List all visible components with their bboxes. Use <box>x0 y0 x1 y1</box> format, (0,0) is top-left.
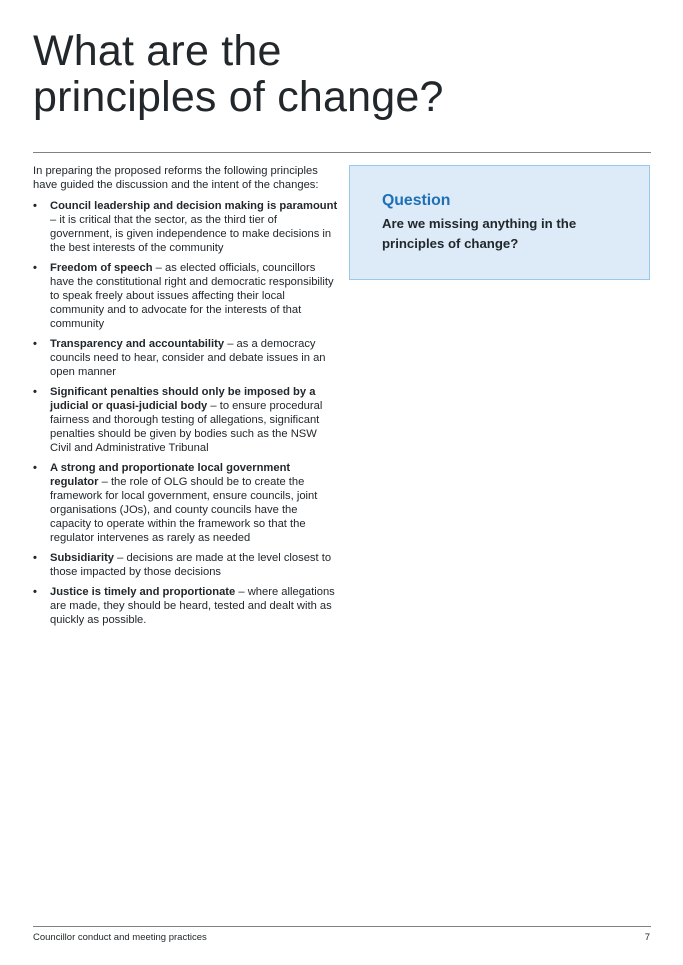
principle-title: A strong and proportionate local government regulator <box>50 462 291 488</box>
principle-description: – as a democracy councils need to hear, consider and debate issues in an open manner <box>50 338 326 378</box>
bullet-icon: • <box>33 338 37 350</box>
principle-local-government-regulator <box>33 461 338 545</box>
intro-paragraph: In preparing the proposed reforms the following principles have guided the discussion and the intent of the changes: <box>33 165 319 191</box>
principles-section <box>33 164 338 633</box>
principle-title: Transparency and accountability <box>50 338 225 350</box>
principle-description: – it is critical that the sector, as the third tier of government, is given independence to make decisions in the best interests of the community <box>50 214 332 254</box>
principle-title: Freedom of speech <box>50 262 153 274</box>
principle-description: – to ensure procedural fairness and thorough testing of allegations, significant penalties should be given by bodies such as the NSW Civil and Administrative Tribunal <box>50 400 323 454</box>
bullet-icon: • <box>33 462 37 474</box>
principle-transparency-accountability <box>33 337 338 379</box>
principle-title: Subsidiarity <box>50 552 115 564</box>
principle-description: – decisions are made at the level closest to those impacted by those decisions <box>50 552 332 578</box>
principle-subsidiarity <box>33 551 338 579</box>
question-heading: Question <box>382 192 451 209</box>
footer-divider <box>33 926 651 927</box>
bullet-icon: • <box>33 262 37 274</box>
principle-timely-justice <box>33 585 338 627</box>
principle-description: – where allegations are made, they should be heard, tested and dealt with as quickly as possible. <box>50 586 335 626</box>
principles-list <box>33 199 338 627</box>
principle-title: Council leadership and decision making is paramount <box>50 200 338 212</box>
principle-description: – as elected officials, councillors have the constitutional right and democratic responsibility to speak freely about issues affecting their local community and to advocate for the interests of that community <box>50 262 334 330</box>
principle-significant-penalties <box>33 385 338 455</box>
principle-title: Significant penalties should only be imposed by a judicial or quasi-judicial body <box>50 386 316 412</box>
page-title-line-1: What are the <box>33 27 282 75</box>
principle-description: – the role of OLG should be to create the framework for local government, ensure councils, joint organisations (JOs), and county councils have the capacity to operate within the framework so that the regulator intervenes as rarely as needed <box>50 476 318 544</box>
page-title <box>33 28 653 120</box>
bullet-icon: • <box>33 386 37 398</box>
question-box <box>349 165 650 280</box>
bullet-icon: • <box>33 200 37 212</box>
principle-council-leadership <box>33 199 338 255</box>
bullet-icon: • <box>33 586 37 598</box>
page-number: 7 <box>644 932 650 943</box>
principle-title: Justice is timely and proportionate <box>50 586 236 598</box>
footer-document-title: Councillor conduct and meeting practices <box>33 932 207 943</box>
question-text: Are we missing anything in the principles of change? <box>382 216 577 251</box>
title-divider <box>33 152 651 153</box>
bullet-icon: • <box>33 552 37 564</box>
principle-freedom-of-speech <box>33 261 338 331</box>
page-title-line-2: principles of change? <box>33 73 444 121</box>
